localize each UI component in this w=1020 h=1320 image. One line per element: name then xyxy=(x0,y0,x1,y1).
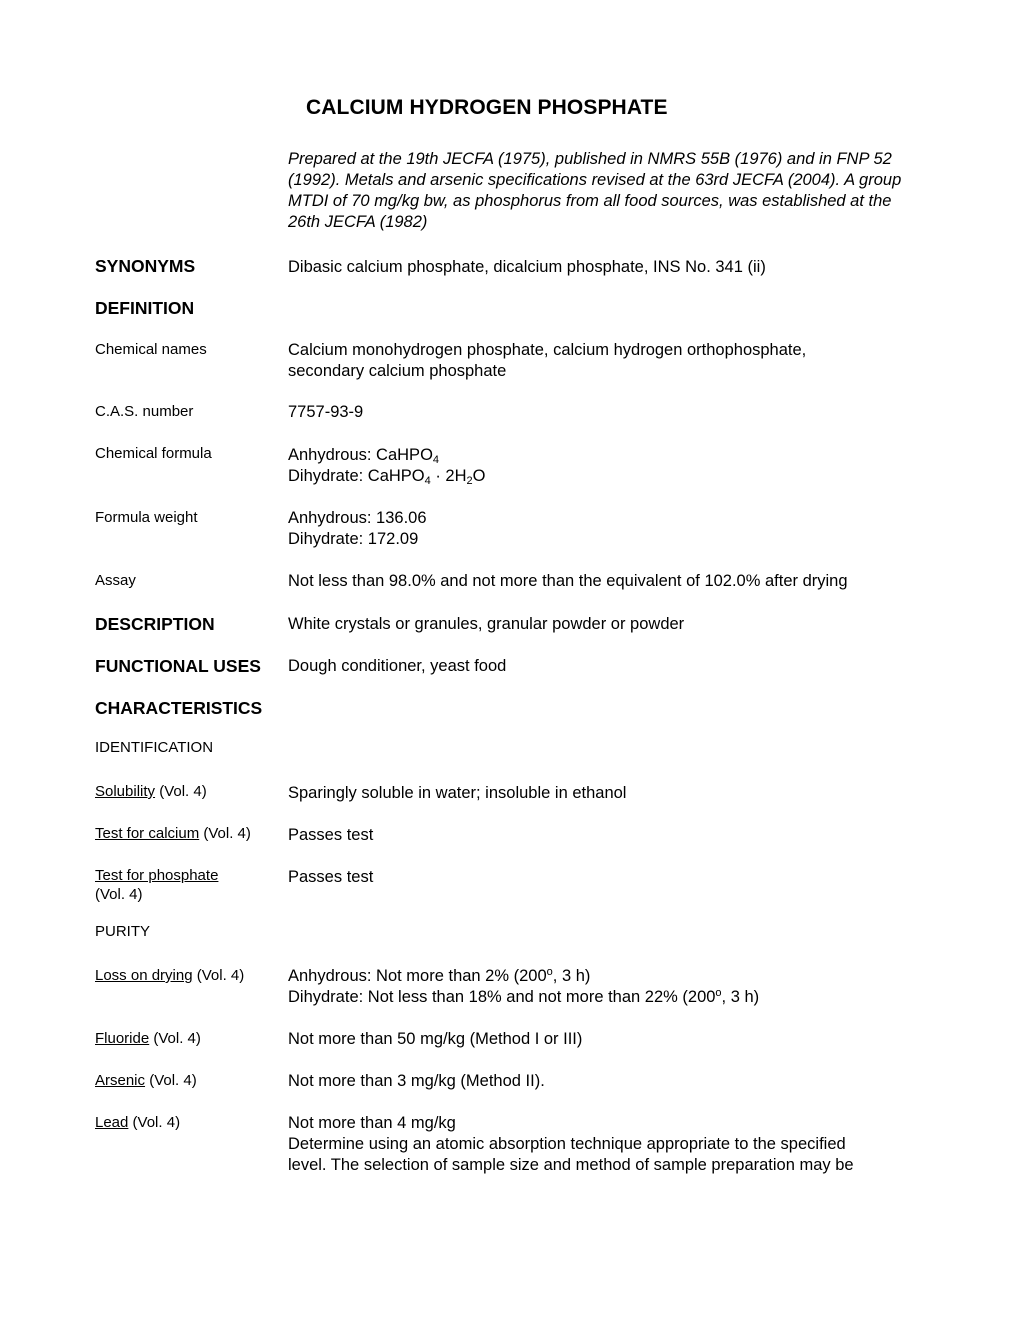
chemical-names-line1: Calcium monohydrogen phosphate, calcium hydrogen orthophosphate, xyxy=(288,341,807,359)
lead-line3: level. The selection of sample size and method of sample preparation may be xyxy=(288,1156,854,1174)
fluoride-link[interactable]: Fluoride xyxy=(95,1030,150,1047)
loss-dihydrate: Dihydrate: Not less than 18% and not more than 22% (200$^o$, 3 h) xyxy=(288,987,760,1006)
test-phosphate-value: Passes test xyxy=(288,868,374,886)
weight-anhydrous: Anhydrous: 136.06 xyxy=(288,509,427,527)
purity-heading: PURITY xyxy=(95,923,151,940)
test-calcium-value: Passes test xyxy=(288,826,374,844)
formula-weight-label: Formula weight xyxy=(95,509,198,526)
solubility-value: Sparingly soluble in water; insoluble in ethanol xyxy=(288,784,627,802)
cas-label: C.A.S. number xyxy=(95,403,194,420)
cas-value: 7757-93-9 xyxy=(288,403,364,421)
lead-label: Lead (Vol. 4) xyxy=(95,1114,181,1131)
intro-note: Prepared at the 19th JECFA (1975), published in NMRS 55B (1976) and in FNP 52 (1992). Metals and arsenic specifications revised at the 63rd JECFA (2004). A group MTDI of 70 mg/kg bw, as phosphorus from all food sources, was established at the 26th JECFA (1982) xyxy=(288,150,902,231)
arsenic-label: Arsenic (Vol. 4) xyxy=(95,1072,197,1089)
lead-line1: Not more than 4 mg/kg xyxy=(288,1114,456,1132)
loss-anhydrous: Anhydrous: Not more than 2% (200$^o$, 3 h) xyxy=(288,966,591,985)
test-calcium-link[interactable]: Test for calcium xyxy=(95,825,200,842)
formula-weight-value xyxy=(288,508,928,550)
weight-dihydrate: Dihydrate: 172.09 xyxy=(288,530,419,548)
description-value: White crystals or granules, granular powder or powder xyxy=(288,615,685,633)
formula-dihydrate: Dihydrate: CaHPO$_4$ · $2H_2O$ xyxy=(288,467,486,487)
solubility-link[interactable]: Solubility xyxy=(95,783,156,800)
loss-on-drying-link[interactable]: Loss on drying xyxy=(95,967,193,984)
formula-anhydrous: Anhydrous: CaHPO$_4$ xyxy=(288,446,440,466)
characteristics-heading: CHARACTERISTICS xyxy=(95,698,263,718)
arsenic-value: Not more than 3 mg/kg (Method II). xyxy=(288,1072,545,1090)
description-heading: DESCRIPTION xyxy=(95,614,215,634)
definition-heading: DEFINITION xyxy=(95,298,195,318)
test-phosphate-link[interactable]: Test for phosphate xyxy=(95,867,219,884)
test-phosphate-label: Test for phosphate (Vol. 4) xyxy=(95,866,285,904)
test-calcium-label: Test for calcium (Vol. 4) xyxy=(95,825,251,842)
identification-heading: IDENTIFICATION xyxy=(95,739,214,756)
arsenic-link[interactable]: Arsenic xyxy=(95,1072,146,1089)
loss-on-drying-value xyxy=(288,966,928,1008)
chemical-names-value xyxy=(288,340,928,382)
functional-uses-heading: FUNCTIONAL USES xyxy=(95,656,261,676)
fluoride-value: Not more than 50 mg/kg (Method I or III) xyxy=(288,1030,583,1048)
lead-line2: Determine using an atomic absorption technique appropriate to the specified xyxy=(288,1135,846,1153)
assay-value: Not less than 98.0% and not more than the equivalent of 102.0% after drying xyxy=(288,572,848,590)
functional-uses-value: Dough conditioner, yeast food xyxy=(288,657,507,675)
synonyms-heading: SYNONYMS xyxy=(95,256,196,276)
solubility-label: Solubility (Vol. 4) xyxy=(95,783,207,800)
chemical-names-line2: secondary calcium phosphate xyxy=(288,362,507,380)
chemical-formula-label: Chemical formula xyxy=(95,445,212,462)
chemical-formula-value xyxy=(288,445,928,487)
fluoride-label: Fluoride (Vol. 4) xyxy=(95,1030,201,1047)
lead-link[interactable]: Lead xyxy=(95,1114,129,1131)
chemical-names-label: Chemical names xyxy=(95,341,207,358)
assay-label: Assay xyxy=(95,572,136,589)
loss-on-drying-label: Loss on drying (Vol. 4) xyxy=(95,967,245,984)
page-title: CALCIUM HYDROGEN PHOSPHATE xyxy=(306,96,668,119)
synonyms-value: Dibasic calcium phosphate, dicalcium phosphate, INS No. 341 (ii) xyxy=(288,258,766,276)
lead-value xyxy=(288,1113,928,1176)
